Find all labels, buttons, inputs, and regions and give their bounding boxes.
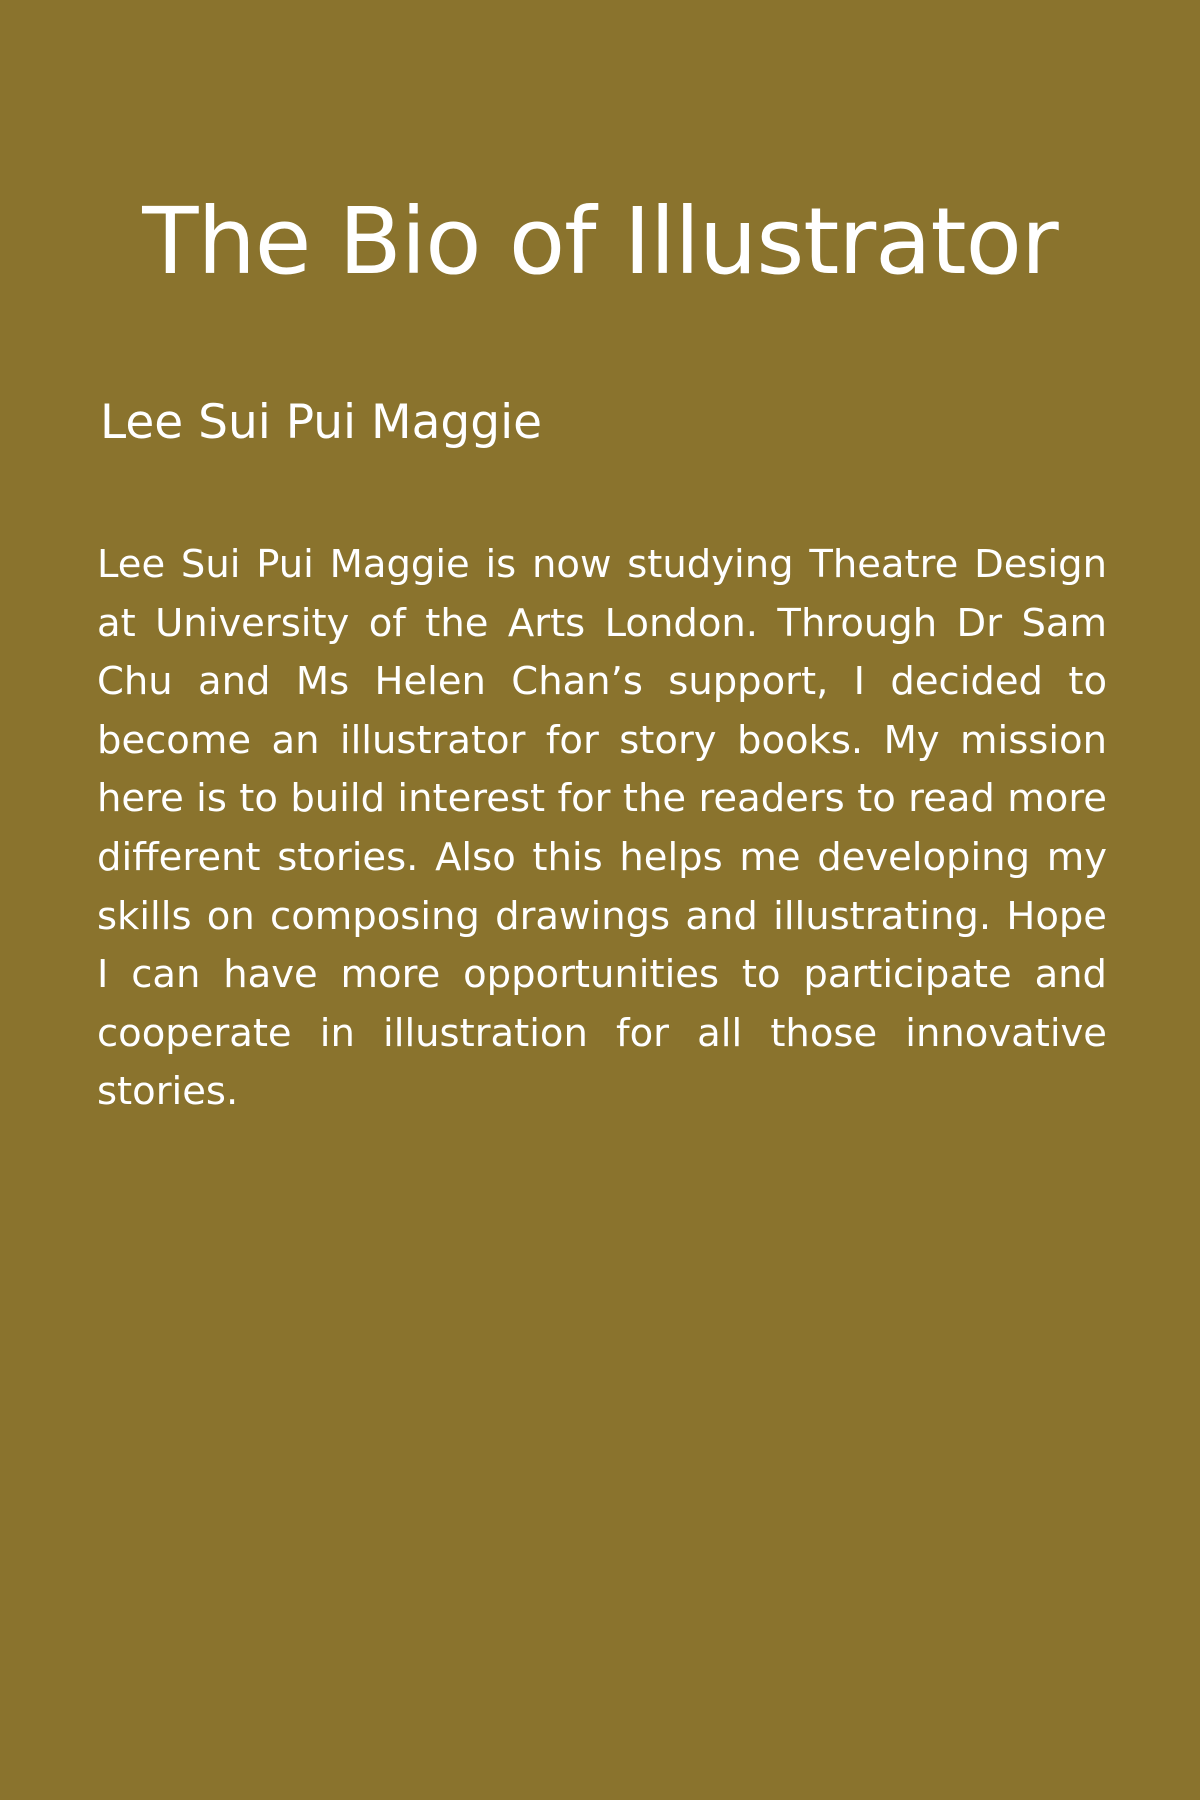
- illustrator-name: Lee Sui Pui Maggie: [100, 395, 543, 450]
- page-title: The Bio of Illustrator: [142, 188, 1058, 295]
- illustrator-bio: Lee Sui Pui Maggie is now studying Theatre Design at University of the Arts London. Through Dr Sam Chu and Ms Helen Chan’s support, I decided to become an illustrator for story books. My mission here is to build interest for the readers to read more different stories. Also this helps me developing my skills on composing drawings and illustrating. Hope I can have more opportunities to participate and cooperate in illustration for all those innovative stories.: [97, 542, 1107, 1115]
